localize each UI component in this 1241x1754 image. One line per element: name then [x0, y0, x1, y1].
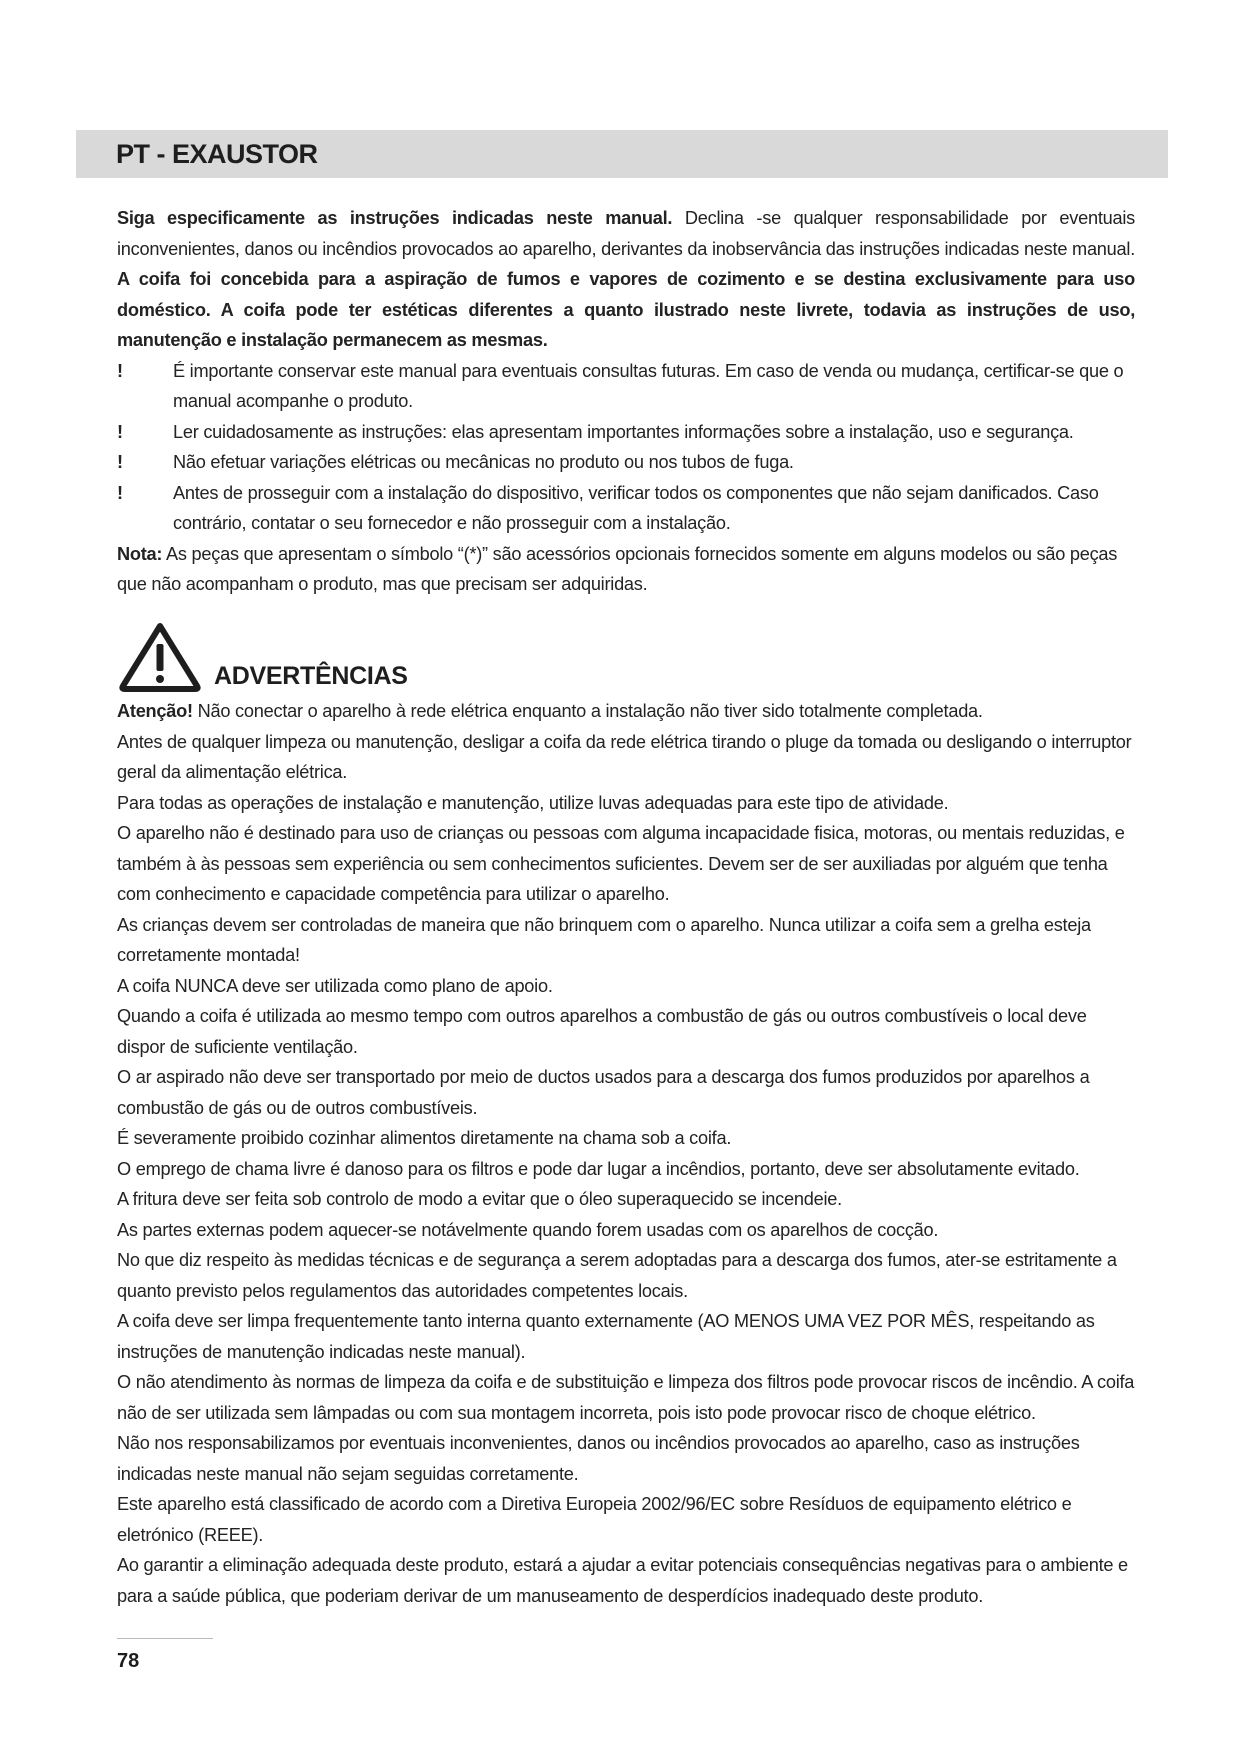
- intro-section: [117, 203, 1135, 600]
- bullet-item: [117, 478, 1135, 539]
- warning-paragraph: Para todas as operações de instalação e manutenção, utilize luvas adequadas para este tipo de atividade.: [117, 792, 949, 813]
- intro-bold-statement: A coifa foi concebida para a aspiração de fumos e vapores de cozimento e se destina exclusivamente para uso doméstico. A coifa pode ter estéticas diferentes a quanto ilustrado neste livrete, todavia as instruções de uso, manutenção e instalação permanecem as mesmas.: [117, 269, 1135, 350]
- exclamation-icon: !: [117, 421, 123, 442]
- attention-label: Atenção!: [117, 701, 193, 721]
- warning-paragraph: As partes externas podem aquecer-se notávelmente quando forem usadas com os aparelhos de cocção.: [117, 1219, 939, 1240]
- warnings-title: ADVERTÊNCIAS: [214, 662, 408, 690]
- warning-paragraph: A coifa deve ser limpa frequentemente tanto interna quanto externamente (AO MENOS UMA VEZ POR MÊS, respeitando as instruções de manutenção indicadas neste manual).: [117, 1311, 1095, 1362]
- intro-body-text: Declina -se qualquer responsabilidade por eventuais inconvenientes, danos ou incêndios provocados ao aparelho, derivantes da inobservância das instruções indicadas neste manual.: [117, 208, 1135, 259]
- note-paragraph: [117, 539, 1135, 600]
- bullet-text: É importante conservar este manual para eventuais consultas futuras. Em caso de venda ou mudança, certificar-se que o manual acompanhe o produto.: [173, 360, 1124, 411]
- exclamation-icon: !: [117, 482, 123, 503]
- bullet-item: [117, 447, 1135, 478]
- attention-paragraph: [117, 696, 1135, 727]
- warning-paragraph: A coifa NUNCA deve ser utilizada como plano de apoio.: [117, 975, 553, 996]
- section-header-bar: [76, 130, 1168, 178]
- warning-triangle-icon: [117, 620, 203, 692]
- warning-paragraph: Este aparelho está classificado de acordo com a Diretiva Europeia 2002/96/EC sobre Resíduos de equipamento elétrico e eletrónico (REEE).: [117, 1494, 1072, 1545]
- warnings-section: [117, 696, 1135, 1611]
- footer-divider: [117, 1638, 213, 1639]
- warning-paragraph: O emprego de chama livre é danoso para os filtros e pode dar lugar a incêndios, portanto, deve ser absolutamente evitado.: [117, 1158, 1080, 1179]
- exclamation-icon: !: [117, 452, 123, 472]
- warning-paragraph: Quando a coifa é utilizada ao mesmo tempo com outros aparelhos a combustão de gás ou outros combustíveis o local deve dispor de suficiente ventilação.: [117, 1006, 1087, 1057]
- section-title: PT - EXAUSTOR: [116, 139, 318, 169]
- intro-paragraph: [117, 203, 1135, 356]
- bullet-text: Ler cuidadosamente as instruções: elas apresentam importantes informações sobre a instalação, uso e segurança.: [173, 421, 1074, 442]
- warning-paragraph: O aparelho não é destinado para uso de crianças ou pessoas com alguma incapacidade fisica, motoras, ou mentais reduzidas, e também à às pessoas sem experiência ou sem conhecimentos suficientes. Devem ser de ser auxiliadas por alguém que tenha com conhecimento e capacidade competência para utilizar o aparelho.: [117, 823, 1125, 904]
- warnings-heading: [117, 620, 717, 690]
- warning-paragraph: É severamente proibido cozinhar alimentos diretamente na chama sob a coifa.: [117, 1128, 732, 1148]
- bullet-item: [117, 356, 1135, 417]
- bullet-item: [117, 417, 1135, 448]
- page-number: 78: [117, 1650, 140, 1672]
- attention-text: Não conectar o aparelho à rede elétrica enquanto a instalação não tiver sido totalmente completada.: [192, 701, 983, 721]
- intro-bold-lead: Siga especificamente as instruções indicadas neste manual.: [117, 208, 673, 228]
- note-text: As peças que apresentam o símbolo “(*)” são acessórios opcionais fornecidos somente em alguns modelos ou são peças que não acompanham o produto, mas que precisam ser adquiridas.: [117, 543, 1118, 594]
- warning-paragraph: O ar aspirado não deve ser transportado por meio de ductos usados para a descarga dos fumos produzidos por aparelhos a combustão de gás ou de outros combustíveis.: [117, 1067, 1090, 1118]
- bullet-text: Antes de prosseguir com a instalação do dispositivo, verificar todos os componentes que não sejam danificados. Caso contrário, contatar o seu fornecedor e não prosseguir com a instalação.: [173, 482, 1099, 533]
- warning-paragraph: O não atendimento às normas de limpeza da coifa e de substituição e limpeza dos filtros pode provocar riscos de incêndio. A coifa não de ser utilizada sem lâmpadas ou com sua montagem incorreta, pois isto pode provocar risco de choque elétrico.: [117, 1372, 1135, 1423]
- warning-paragraph: A fritura deve ser feita sob controlo de modo a evitar que o óleo superaquecido se incendeie.: [117, 1189, 842, 1209]
- warning-paragraph: Não nos responsabilizamos por eventuais inconvenientes, danos ou incêndios provocados ao aparelho, caso as instruções indicadas neste manual não sejam seguidas corretamente.: [117, 1433, 1080, 1484]
- warning-paragraph: Antes de qualquer limpeza ou manutenção, desligar a coifa da rede elétrica tirando o pluge da tomada ou desligando o interruptor geral da alimentação elétrica.: [117, 731, 1132, 782]
- warning-paragraph: No que diz respeito às medidas técnicas e de segurança a serem adoptadas para a descarga dos fumos, ater-se estritamente a quanto previsto pelos regulamentos das autoridades competentes locais.: [117, 1250, 1117, 1301]
- note-label: Nota:: [117, 543, 163, 564]
- bullet-text: Não efetuar variações elétricas ou mecânicas no produto ou nos tubos de fuga.: [173, 452, 794, 472]
- warning-paragraph: As crianças devem ser controladas de maneira que não brinquem com o aparelho. Nunca utilizar a coifa sem a grelha esteja corretamente montada!: [117, 914, 1091, 965]
- warning-paragraph: Ao garantir a eliminação adequada deste produto, estará a ajudar a evitar potenciais consequências negativas para o ambiente e para a saúde pública, que poderiam derivar de um manuseamento de desperdícios inadequado deste produto.: [117, 1555, 1128, 1606]
- exclamation-icon: !: [117, 360, 123, 381]
